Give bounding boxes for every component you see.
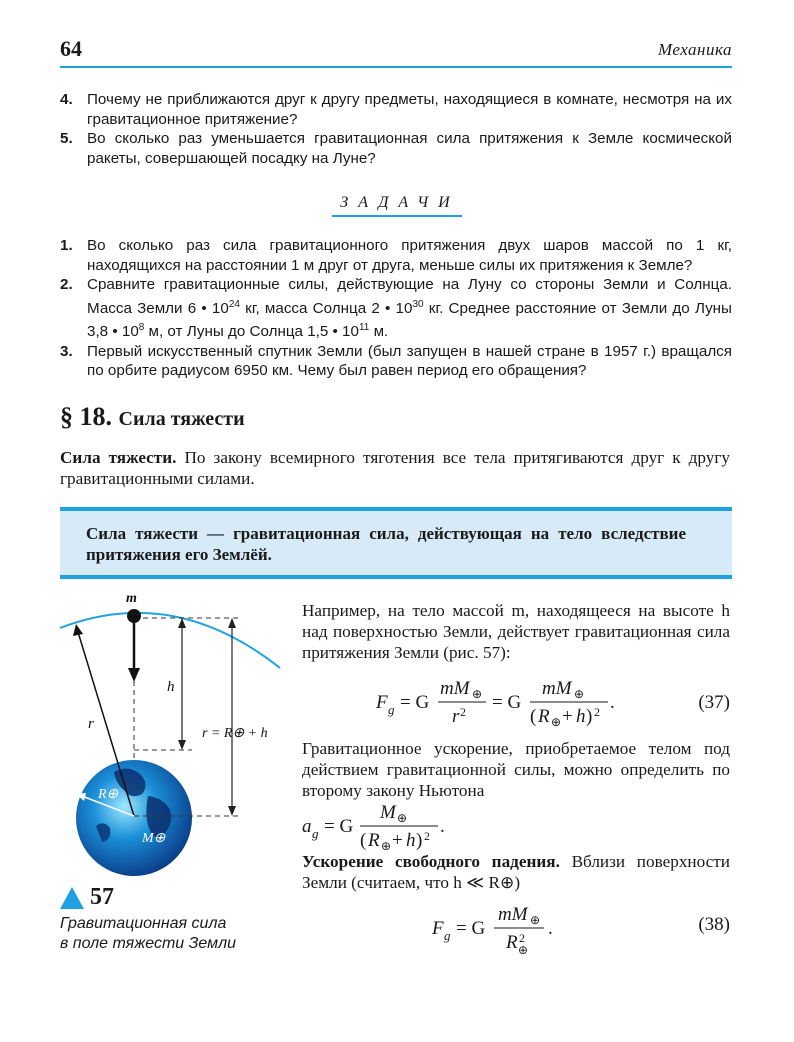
question-item — [60, 90, 732, 129]
tasks-heading — [0, 194, 794, 212]
task-number: 3. — [60, 342, 73, 360]
tasks-heading-text: ЗАДАЧИ — [332, 194, 461, 217]
surface-arc — [60, 613, 280, 668]
section-number: § 18. — [60, 402, 112, 431]
svg-text:⊕: ⊕ — [518, 943, 529, 954]
svg-text:g: g — [444, 928, 451, 943]
task-item — [60, 275, 732, 342]
label-r-sum: r = R⊕ + h — [202, 726, 268, 741]
paragraph-example: Например, на тело массой m, находящееся на высоте h над поверхностью Земли, действует гравитационная сила притяжения Земли (рис. 57): — [302, 601, 730, 662]
task-text: Первый искусственный спутник Земли (был запущен в нашей стране в 1957 г.) вращался по орбите радиусом 6950 км. Чему был равен период его обращения? — [87, 342, 732, 380]
svg-text:= G: = G — [492, 692, 522, 713]
svg-text:(: ( — [360, 830, 367, 850]
svg-text:.: . — [610, 692, 615, 713]
equation-37 — [302, 674, 730, 728]
svg-text:.: . — [440, 816, 445, 837]
free-fall-lead: Ускорение свободного падения. — [302, 852, 560, 871]
svg-text:mM: mM — [498, 904, 528, 925]
svg-text:⊕: ⊕ — [551, 715, 562, 728]
svg-text:= G: = G — [400, 692, 430, 713]
equation-number: (38) — [698, 914, 730, 935]
svg-text:R: R — [538, 706, 550, 727]
svg-text:.: . — [548, 918, 553, 939]
figure-caption: Гравитационная сила в поле тяжести Земли — [60, 915, 237, 952]
svg-text:h: h — [576, 706, 586, 727]
running-header: Механика — [657, 40, 732, 59]
task-number: 2. — [60, 276, 73, 293]
svg-text:⊕: ⊕ — [472, 687, 483, 701]
intro-paragraph — [60, 447, 730, 489]
paragraph-acceleration: Гравитационное ускорение, приобретаемое телом под действием гравитационной силы, можно определить по второму закону Ньютона — [302, 739, 730, 800]
task-item — [60, 342, 732, 381]
svg-text:⊕: ⊕ — [397, 811, 408, 825]
svg-text:F: F — [376, 692, 388, 713]
svg-text:2: 2 — [519, 931, 525, 945]
question-number: 4. — [60, 91, 73, 108]
svg-text:(: ( — [530, 706, 537, 727]
svg-text:⊕: ⊕ — [530, 913, 541, 927]
intro-lead: Сила тяжести. — [60, 448, 177, 467]
body-mass-icon — [127, 609, 141, 623]
svg-text:g: g — [312, 826, 319, 841]
svg-text:+: + — [392, 830, 403, 850]
label-m: m — [126, 591, 137, 606]
svg-text:2: 2 — [460, 705, 466, 719]
task-text: Во сколько раз сила гравитационного притяжения двух шаров массой по 1 кг, находящихся на расстоянии 1 м друг от друга, меньше силы их притяжения к Земле? — [87, 237, 732, 274]
task-number: 1. — [60, 237, 73, 254]
svg-text:g: g — [388, 702, 395, 717]
paragraph-free-fall — [302, 851, 730, 893]
task-text: Сравните гравитационные силы, действующие на Луну со стороны Земли и Солнца. Масса Земли 6 • $10^{24}$ кг, масса Солнца 2 • $10^{30}$ кг. Среднее расстояние от Земли до Луны 3,8 • $10^8$ м, от Луны до Солнца 1,5 • $10^{11}$ м. — [87, 276, 732, 341]
definition-box — [60, 507, 732, 579]
svg-text:⊕: ⊕ — [574, 687, 585, 701]
equation-acceleration — [302, 800, 730, 850]
svg-text:2: 2 — [594, 705, 600, 719]
svg-text:): ) — [416, 830, 423, 850]
equation-38 — [302, 900, 730, 954]
equation-number: (37) — [698, 692, 730, 713]
label-earth-radius: R⊕ — [98, 787, 119, 802]
question-text: Во сколько раз уменьшается гравитационная сила притяжения к Земле космической ракеты, совершающей посадку на Луне? — [87, 130, 732, 167]
svg-text:+: + — [562, 706, 573, 727]
svg-text:mM: mM — [542, 678, 572, 699]
page-number: 64 — [60, 36, 82, 61]
figure-57 — [56, 590, 286, 880]
svg-text:F: F — [432, 918, 444, 939]
section-title-text: Сила тяжести — [118, 408, 245, 430]
svg-text:2: 2 — [424, 829, 430, 843]
svg-text:M: M — [380, 802, 396, 823]
earth-icon — [76, 760, 192, 876]
figure-marker-icon — [60, 887, 84, 909]
svg-text:): ) — [586, 706, 593, 727]
label-earth-mass: M⊕ — [142, 831, 166, 846]
label-r: r — [88, 716, 94, 732]
questions-list — [60, 90, 732, 168]
task-item — [60, 236, 732, 275]
label-h: h — [167, 679, 175, 695]
question-number: 5. — [60, 130, 73, 147]
svg-text:⊕: ⊕ — [381, 839, 392, 850]
svg-text:R: R — [506, 932, 518, 953]
svg-text:a: a — [302, 816, 312, 837]
intro-text: По закону всемирного тяготения все тела притягиваются друг к другу гравитационными силами. — [60, 448, 730, 488]
section-title — [60, 402, 245, 432]
question-text: Почему не приближаются друг к другу предметы, находящиеся в комнате, несмотря на их гравитационное притяжение? — [87, 91, 732, 128]
tasks-list — [60, 236, 732, 381]
svg-text:mM: mM — [440, 678, 470, 699]
svg-text:= G: = G — [324, 816, 354, 837]
svg-text:h: h — [406, 830, 416, 850]
svg-text:R: R — [368, 830, 380, 850]
free-fall-text: Вблизи поверхности Земли (считаем, что h ≪ R⊕) — [302, 852, 730, 892]
svg-text:r: r — [452, 706, 460, 727]
svg-text:= G: = G — [456, 918, 486, 939]
question-item — [60, 129, 732, 168]
header-rule — [60, 66, 732, 68]
definition-text: Сила тяжести — гравитационная сила, действующая на тело вследствие притяжения его Землёй. — [86, 524, 686, 564]
figure-number: 57 — [90, 884, 114, 910]
